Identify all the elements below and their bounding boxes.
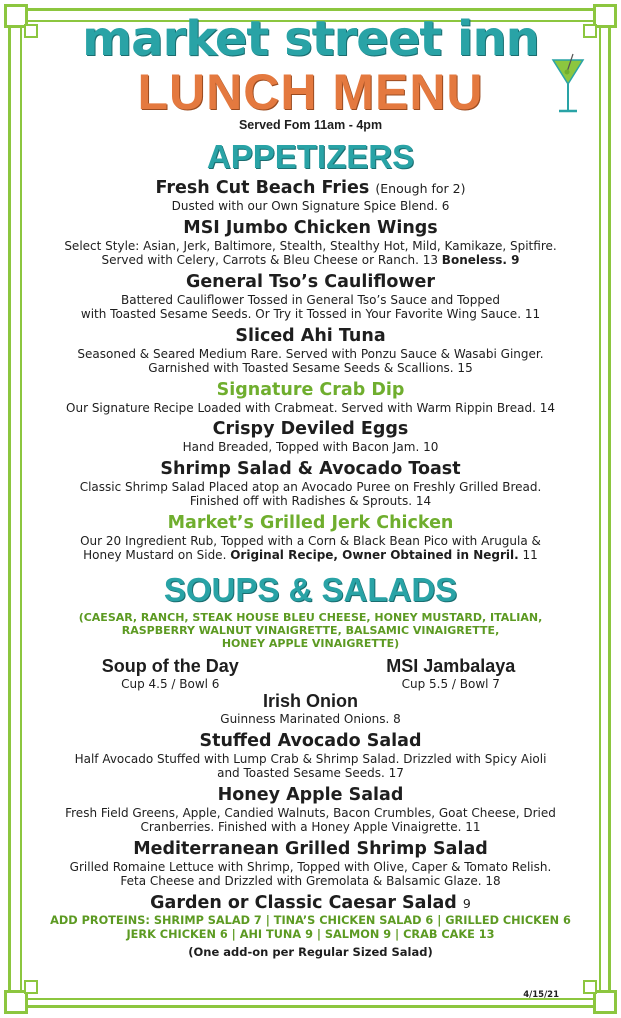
add-proteins-list: ADD PROTEINS: SHRIMP SALAD 7 | TINA’S CHICKEN SALAD 6 | GRILLED CHICKEN 6 JERK CHICKEN 6 | AHI TUNA 9 | SALMON 9 | CRAB CAKE 13	[50, 913, 571, 941]
menu-item-name: Stuffed Avocado Salad	[199, 730, 422, 751]
section-heading-soups-salads: SOUPS & SALADS	[163, 570, 458, 608]
msi-jambalaya	[325, 656, 577, 692]
corner-decoration	[583, 980, 597, 994]
menu-item-name: Crispy Deviled Eggs	[212, 419, 409, 439]
menu-item-name-featured: Market’s Grilled Jerk Chicken	[167, 512, 454, 533]
menu-item-price: Cup 5.5 / Bowl 7	[401, 676, 500, 691]
add-on-note: (One add-on per Regular Sized Salad)	[188, 944, 433, 959]
menu-item-name: MSI Jumbo Chicken Wings	[183, 217, 438, 238]
menu-item-description: Dusted with our Own Signature Spice Blend. 6	[171, 199, 450, 213]
serving-hours: Served Fom 11am - 4pm	[238, 118, 383, 132]
menu-item-name: MSI Jambalaya	[386, 655, 516, 676]
menu-item-name: Irish Onion	[262, 691, 358, 711]
section-heading-appetizers: APPETIZERS	[206, 138, 415, 175]
menu-item-description: Classic Shrimp Salad Placed atop an Avocado Puree on Freshly Grilled Bread. Finished off with Radishes & Sprouts. 14	[79, 479, 542, 508]
menu-page	[30, 12, 591, 960]
corner-decoration	[24, 980, 38, 994]
menu-item-name: Garden or Classic Caesar Salad 9	[150, 892, 471, 913]
menu-item-name: Mediterranean Grilled Shrimp Salad	[133, 838, 488, 859]
menu-item-price: Cup 4.5 / Bowl 6	[121, 676, 220, 691]
menu-item-description: Grilled Romaine Lettuce with Shrimp, Topped with Olive, Caper & Tomato Relish. Feta Cheese and Drizzled with Gremolata & Balsamic Glaze. 18	[69, 859, 552, 888]
menu-title: LUNCH MENU	[137, 64, 484, 120]
menu-item-description: Our 20 Ingredient Rub, Topped with a Corn & Black Bean Pico with Arugula & Honey Mustard on Side. Original Recipe, Owner Obtained in Negril. 11	[80, 533, 541, 562]
menu-item-description: Battered Cauliflower Tossed in General Tso’s Sauce and Topped with Toasted Sesame Seeds. Or Try it Tossed in Your Favorite Wing Sauce. 11	[80, 292, 541, 321]
soup-columns	[30, 656, 591, 692]
menu-item-name: Sliced Ahi Tuna	[235, 325, 386, 346]
menu-item-name: Shrimp Salad & Avocado Toast	[160, 458, 461, 479]
menu-item-description: Half Avocado Stuffed with Lump Crab & Shrimp Salad. Drizzled with Spicy Aioli and Toasted Sesame Seeds. 17	[74, 751, 547, 780]
martini-glass-icon	[551, 52, 585, 116]
soup-of-the-day	[44, 656, 296, 692]
menu-item-description: Hand Breaded, Topped with Bacon Jam. 10	[182, 440, 439, 454]
menu-date: 4/15/21	[523, 990, 559, 1000]
menu-item-price: 9	[462, 895, 471, 911]
menu-item-name: Soup of the Day	[101, 655, 239, 676]
menu-item-description: Seasoned & Seared Medium Rare. Served with Ponzu Sauce & Wasabi Ginger. Garnished with Toasted Sesame Seeds & Scallions. 15	[77, 346, 544, 375]
menu-item-description: Fresh Field Greens, Apple, Candied Walnuts, Bacon Crumbles, Goat Cheese, Dried Cranberries. Finished with a Honey Apple Vinaigrette. 11	[65, 805, 556, 834]
dressing-options: (CAESAR, RANCH, STEAK HOUSE BLEU CHEESE, HONEY MUSTARD, ITALIAN, RASPBERRY WALNUT VINAIGRETTE, BALSAMIC VINAIGRETTE, HONEY APPLE VINAIGRETTE)	[78, 610, 543, 650]
menu-item-name-featured: Signature Crab Dip	[216, 379, 405, 400]
brand-logo-text: market street inn	[82, 11, 539, 67]
portion-note: (Enough for 2)	[375, 181, 466, 196]
menu-item-name: General Tso’s Cauliflower	[185, 271, 436, 292]
menu-item-description: Our Signature Recipe Loaded with Crabmeat. Served with Warm Rippin Bread. 14	[66, 400, 555, 415]
menu-item-description: Select Style: Asian, Jerk, Baltimore, Stealth, Stealthy Hot, Mild, Kamikaze, Spitfire. Served with Celery, Carrots & Bleu Cheese or Ranch. 13 Boneless. 9	[64, 238, 557, 267]
menu-item-description: Guinness Marinated Onions. 8	[220, 712, 401, 726]
menu-item-name: Honey Apple Salad	[217, 784, 404, 805]
menu-item-name: Fresh Cut Beach Fries (Enough for 2)	[155, 178, 466, 198]
